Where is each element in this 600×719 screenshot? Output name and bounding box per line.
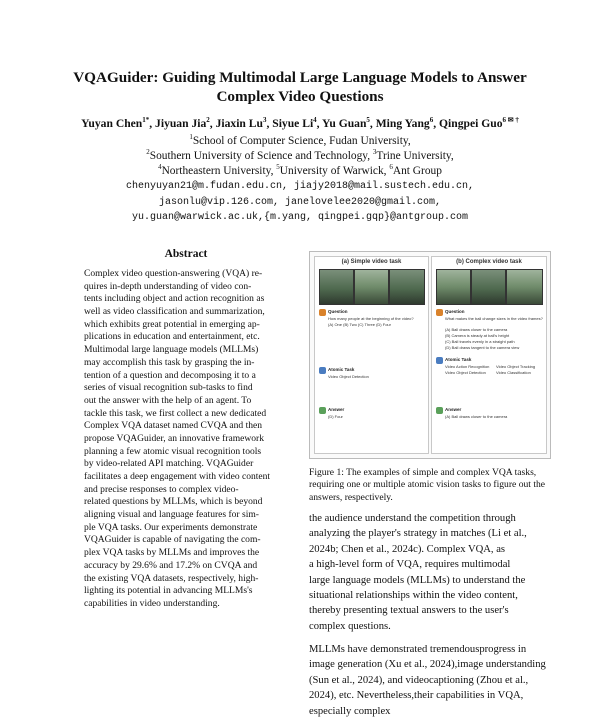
author-name: Siyue Li [272,117,314,130]
complex-option: (C) Ball travels evenly in a straight path [445,339,515,344]
atomic-task-icon [319,367,326,374]
body-line: progress in image generation (Xu et al., 2024), [309,644,527,671]
atomic-task-label: Atomic Task [445,357,472,362]
body-line: analyzing the player's strategy in matches (Li et al., [309,528,527,540]
body-line: thereby presenting textual answers to the user's [309,605,509,617]
author-separator: , [266,117,273,130]
answer-label: Answer [328,407,345,412]
body-line: 2024b; Chen et al., 2024c). Complex VQA, as [309,543,506,555]
abstract-line: VQAGuider is capable of navigating the com- [84,534,261,546]
author-list [30,116,570,131]
email-list [30,179,570,226]
question-icon [319,309,326,316]
body-line: a high-level form of VQA, requires multimodal [309,559,511,571]
video-frame [471,269,506,305]
author-name: Jiyuan Jia [155,117,207,130]
author-separator: , [209,117,216,130]
video-frame [319,269,354,305]
body-line: image understanding (Sun et al., 2024), and video [309,659,546,686]
abstract-line: propose VQAGuider, an innovative framework [84,432,264,444]
abstract-line: out the answer with the help of an agent. To [84,394,252,406]
author-separator: , [149,117,156,130]
author-affiliation-mark: 5 [366,116,370,125]
abstract-line: plex VQA tasks by MLLMs and improves the [84,547,260,559]
answer-icon [319,407,326,414]
abstract-line: facilitates a deep engagement with video content [84,471,271,482]
abstract-line: the existing VQA datasets, respectively, high- [84,572,259,584]
abstract-line: plications in education and entertainment, etc. [84,331,260,343]
body-line: large language models (MLLMs) to understand the [309,574,526,586]
body-line: situational relationships within the video content, [309,590,518,602]
answer-label: Answer [445,407,462,412]
author-name: Qingpei Guo [439,117,503,130]
author-name: Yu Guan [322,117,367,130]
abstract-line: capabilities in video understanding. [84,597,220,609]
affiliation-line-2: $^2$Southern University of Science and Technology, $^3$Trine University, [146,148,454,162]
complex-atomic-task: Video Object Tracking [496,364,536,369]
complex-task-panel [431,256,547,454]
video-frame [389,269,425,305]
video-frame [506,269,543,305]
complex-atomic-task: Video Action Recognition [445,364,490,369]
simple-atomic-task: Video Object Detection [328,374,369,379]
abstract-line: related questions by MLLMs, which is beyond [84,496,263,508]
figure-caption: Figure 1: The examples of simple and complex VQA tasks, requiring one or multiple atomic vision tasks to figure out the answers, respectively. [309,467,546,503]
title-line-2: Complex Video Questions [216,88,384,105]
author-affiliation-mark: 1* [142,116,150,125]
abstract-line: may accomplish this task by grasping the in- [84,356,255,368]
intro-paragraph-2 [309,642,549,719]
body-line: complex questions. [309,620,391,632]
author-affiliation-mark: 6 [429,116,434,125]
author-affiliation-mark: 6 ✉ † [502,116,519,125]
author-name: Ming Yang [375,117,430,130]
simple-task-panel [314,256,429,454]
author-name: Yuyan Chen [81,117,143,130]
abstract-line: by video-related API matching. VQAGuider [84,458,254,470]
simple-options: (A) One (B) Two (C) Three (D) Four [328,322,391,327]
complex-answer: (A) Ball draws closer to the camera [445,414,508,419]
simple-question: How many people at the beginning of the video? [328,316,414,321]
abstract-body [84,268,284,611]
question-icon [436,309,443,316]
complex-question: What makes the ball change sizes in the video frames? [445,316,543,321]
simple-answer: (D) Four [328,414,343,419]
affiliation-line-3: $^4$Northeastern University, $^5$University of Warwick, $^6$Ant Group [158,163,442,177]
atomic-task-icon [436,357,443,364]
complex-atomic-task: Video Classification [496,370,531,375]
email-line-1: chenyuyan21@m.fudan.edu.cn, jiajy2018@mail.sustech.edu.cn, [125,181,475,192]
abstract-line: which exhibits great potential in emerging ap- [84,318,260,330]
atomic-task-label: Atomic Task [328,367,355,372]
abstract-line: Complex VQA dataset named CVQA and then [84,420,263,432]
title-line-1: VQAGuider: Guiding Multimodal Large Language Models to Answer [73,69,527,86]
intro-paragraph [309,511,549,634]
body-line: their capabilities in VQA, especially complex [309,690,524,717]
affiliation-line-1: $^1$School of Computer Science, Fudan University, [189,133,411,147]
abstract-line: tackle this task, we first collect a new dedicated [84,407,267,419]
body-line: MLLMs have demonstrated tremendous [309,644,480,655]
abstract-line: well as video classification and summarization, [84,306,265,318]
question-label: Question [328,309,348,314]
complex-panel-title: (b) Complex video task [456,259,522,265]
email-line-3: yu.guan@warwick.ac.uk,{m.yang, qingpei.gqp}@antgroup.com [131,212,469,223]
figure-1 [309,251,551,459]
complex-option: (D) Ball draws tangent to the camera view [445,345,520,350]
author-affiliation-mark: 4 [313,116,317,125]
simple-panel-title: (a) Simple video task [341,259,402,265]
question-label: Question [445,309,465,314]
abstract-heading: Abstract [164,248,208,260]
abstract-line: aligning visual and language features for sim- [84,509,259,521]
author-name: Jiaxin Lu [215,117,263,130]
abstract-line: planning a few atomic visual recognition tools [84,445,262,457]
author-separator: , [316,117,323,130]
author-affiliation-mark: 3 [262,116,267,125]
complex-option: (A) Ball draws closer to the camera [445,327,508,332]
abstract-line: series of visual recognition sub-tasks to find [84,382,253,394]
abstract-line: tents including object and action recognition as [84,293,265,305]
abstract-line: Complex video question-answering (VQA) re- [84,268,263,279]
complex-option: (B) Camera is steady at ball's height [445,333,510,338]
author-affiliation-mark: 2 [206,116,210,125]
video-frame [354,269,389,305]
abstract-line: Multimodal large language models (MLLMs) [84,344,259,356]
author-separator: , [369,117,376,130]
paper-title [40,68,560,106]
abstract-line: lighting its potential in advancing MLLMs's [84,585,253,597]
body-line: captioning (Zhou et al., 2024), etc. Nevertheless, [309,674,529,702]
video-frame [436,269,471,305]
abstract-line: and precise responses to complex video- [84,483,239,495]
abstract-line: tention of a question and decomposing it to a [84,369,256,381]
email-line-2: jasonlu@vip.126.com, janelovelee2020@gmail.com, [158,196,442,208]
abstract-line: quires in-depth understanding of video con- [84,280,252,292]
answer-icon [436,407,443,414]
affiliations [30,134,570,179]
complex-atomic-task: Video Object Detection [445,370,486,375]
author-separator: , [433,117,440,130]
abstract-line: ple VQA tasks. Our experiments demonstrate [84,521,258,533]
abstract-line: accuracy by 29.6% and 17.2% on CVQA and [84,559,258,571]
body-line: the audience understand the competition through [309,513,516,524]
